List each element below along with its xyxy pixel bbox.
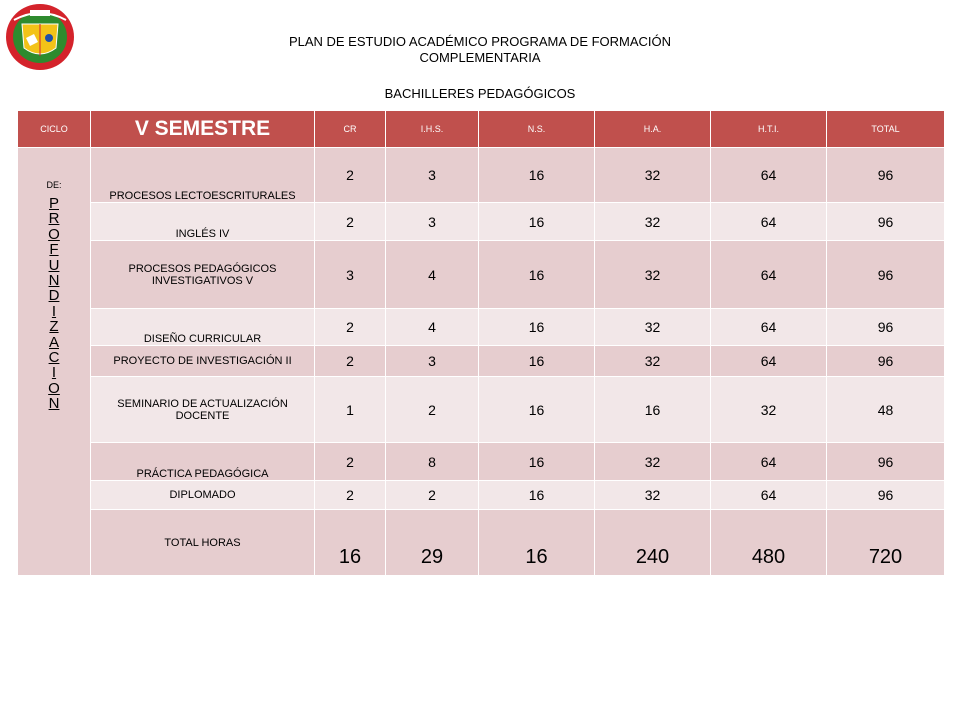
cycle-letter: O [48, 225, 60, 243]
cycle-letter: A [48, 333, 59, 351]
ha-cell: 32 [595, 203, 711, 241]
cr-cell: 2 [315, 481, 386, 510]
total-cell: 96 [827, 309, 945, 346]
table-row [18, 377, 945, 443]
cr-cell: 3 [315, 241, 386, 309]
subject-cell: DISEÑO CURRICULAR [91, 309, 315, 346]
cycle-letter: D [48, 287, 60, 305]
totals-label: TOTAL HORAS [91, 510, 315, 576]
cycle-letter: P [48, 195, 59, 212]
ns-cell: 16 [479, 443, 595, 481]
total-cell: 96 [827, 148, 945, 203]
table-row [18, 443, 945, 481]
study-plan-table [17, 110, 945, 576]
hti-cell: 64 [711, 148, 827, 203]
hti-cell: 64 [711, 481, 827, 510]
col-ihs: I.H.S. [386, 111, 479, 148]
page-title [180, 34, 780, 66]
ihs-cell: 2 [386, 481, 479, 510]
table-header-row [18, 111, 945, 148]
col-semestre: V SEMESTRE [91, 111, 315, 148]
ihs-cell: 4 [386, 241, 479, 309]
table-row [18, 309, 945, 346]
cycle-letter: O [48, 379, 60, 397]
cycle-vertical-word [18, 196, 90, 412]
cycle-cell [18, 148, 91, 576]
cr-cell: 2 [315, 443, 386, 481]
ha-cell: 32 [595, 241, 711, 309]
ha-cell: 32 [595, 148, 711, 203]
subject-cell: DIPLOMADO [91, 481, 315, 510]
total-total: 720 [827, 510, 945, 576]
ihs-cell: 2 [386, 377, 479, 443]
subject-cell: PRÁCTICA PEDAGÓGICA [91, 443, 315, 481]
title-line-1: PLAN DE ESTUDIO ACADÉMICO PROGRAMA DE FORMACIÓN [288, 34, 672, 49]
cycle-letter: R [48, 210, 60, 228]
table-row [18, 148, 945, 203]
ns-cell: 16 [479, 203, 595, 241]
cr-cell: 2 [315, 309, 386, 346]
subject-cell: PROYECTO DE INVESTIGACIÓN II [91, 346, 315, 377]
table-row [18, 346, 945, 377]
table-row [18, 241, 945, 309]
total-cr: 16 [315, 510, 386, 576]
subject-cell: SEMINARIO DE ACTUALIZACIÓN DOCENTE [91, 377, 315, 443]
cycle-prefix: DE: [46, 180, 62, 190]
cycle-letter: C [48, 349, 60, 367]
ihs-cell: 3 [386, 148, 479, 203]
ihs-cell: 3 [386, 346, 479, 377]
total-cell: 96 [827, 203, 945, 241]
col-ciclo: CICLO [18, 111, 91, 148]
cycle-letter: I [51, 364, 57, 382]
totals-row [18, 510, 945, 576]
total-cell: 96 [827, 443, 945, 481]
total-ha: 240 [595, 510, 711, 576]
hti-cell: 32 [711, 377, 827, 443]
cr-cell: 2 [315, 148, 386, 203]
subject-cell: PROCESOS LECTOESCRITURALES [91, 148, 315, 203]
col-cr: CR [315, 111, 386, 148]
cr-cell: 2 [315, 346, 386, 377]
cr-cell: 1 [315, 377, 386, 443]
col-ha: H.A. [595, 111, 711, 148]
ns-cell: 16 [479, 346, 595, 377]
total-ns: 16 [479, 510, 595, 576]
total-cell: 96 [827, 346, 945, 377]
cycle-letter: I [51, 302, 57, 320]
ihs-cell: 8 [386, 443, 479, 481]
cycle-letter: Z [49, 318, 59, 336]
ha-cell: 32 [595, 443, 711, 481]
cycle-letter: F [49, 241, 59, 259]
cycle-letter: N [48, 395, 60, 413]
ha-cell: 32 [595, 309, 711, 346]
col-ns: N.S. [479, 111, 595, 148]
ns-cell: 16 [479, 309, 595, 346]
subject-cell: INGLÉS IV [91, 203, 315, 241]
subject-cell: PROCESOS PEDAGÓGICOS INVESTIGATIVOS V [91, 241, 315, 309]
ihs-cell: 3 [386, 203, 479, 241]
total-cell: 96 [827, 481, 945, 510]
cr-cell: 2 [315, 203, 386, 241]
hti-cell: 64 [711, 443, 827, 481]
ns-cell: 16 [479, 481, 595, 510]
hti-cell: 64 [711, 309, 827, 346]
ns-cell: 16 [479, 377, 595, 443]
school-logo-icon [4, 2, 76, 72]
table-row [18, 481, 945, 510]
total-cell: 48 [827, 377, 945, 443]
ha-cell: 16 [595, 377, 711, 443]
title-line-2: COMPLEMENTARIA [419, 50, 541, 65]
page-subtitle: BACHILLERES PEDAGÓGICOS [384, 86, 576, 101]
cycle-letter: U [48, 256, 60, 274]
total-ihs: 29 [386, 510, 479, 576]
table-row [18, 203, 945, 241]
total-hti: 480 [711, 510, 827, 576]
ihs-cell: 4 [386, 309, 479, 346]
hti-cell: 64 [711, 241, 827, 309]
col-total: TOTAL [827, 111, 945, 148]
cycle-letter: N [48, 272, 60, 290]
hti-cell: 64 [711, 203, 827, 241]
ha-cell: 32 [595, 481, 711, 510]
col-hti: H.T.I. [711, 111, 827, 148]
ha-cell: 32 [595, 346, 711, 377]
total-cell: 96 [827, 241, 945, 309]
hti-cell: 64 [711, 346, 827, 377]
ns-cell: 16 [479, 241, 595, 309]
ns-cell: 16 [479, 148, 595, 203]
